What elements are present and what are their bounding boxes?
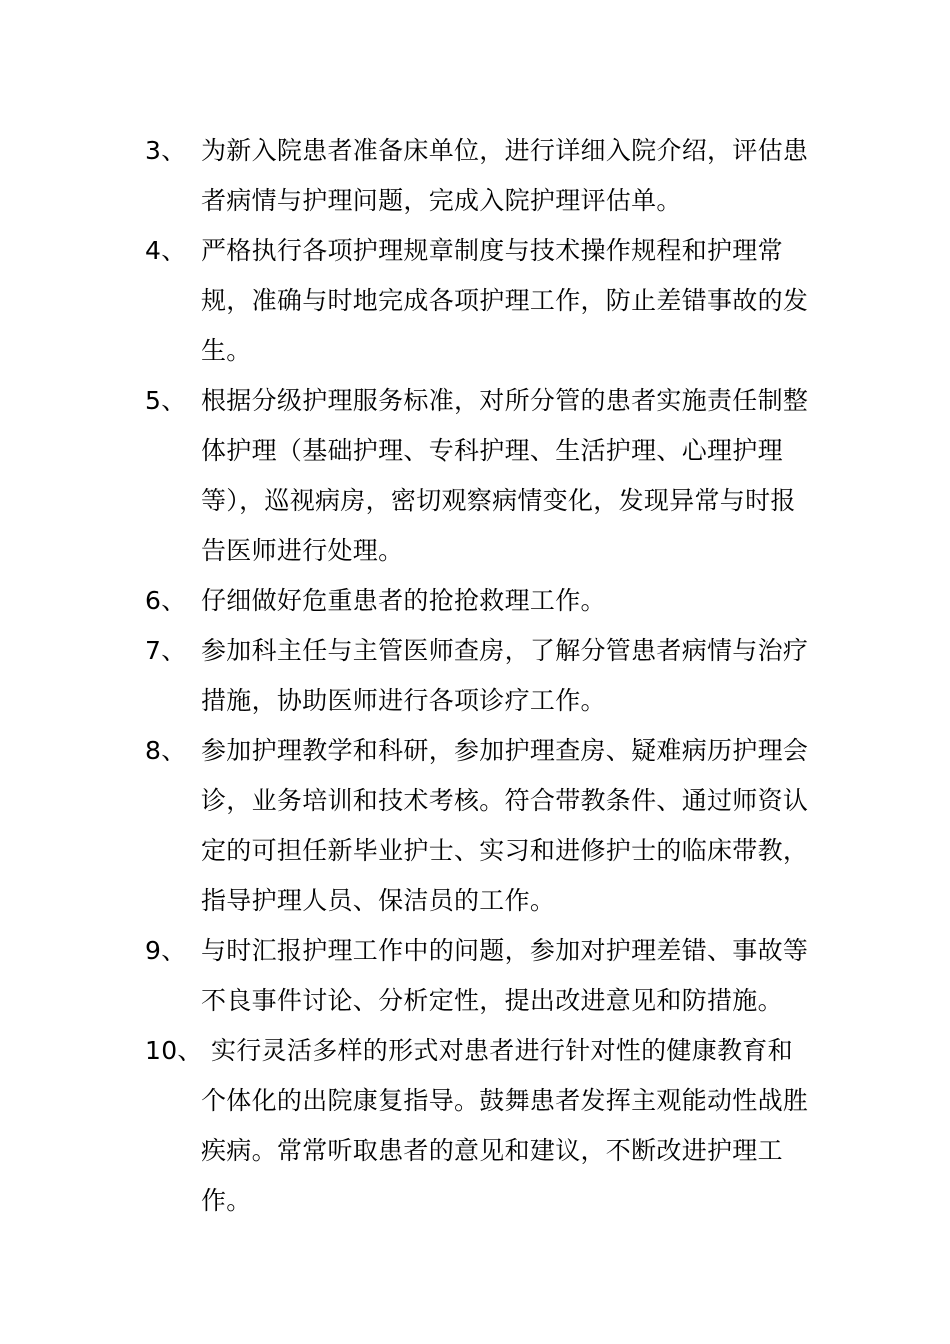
item-number: 8、 <box>145 736 187 765</box>
list-item <box>145 926 810 1026</box>
item-text: 仔细做好危重患者的抢抢救理工作。 <box>201 586 606 615</box>
list-item <box>145 726 810 926</box>
item-number: 5、 <box>145 386 187 415</box>
list-item <box>145 1026 810 1226</box>
item-number: 9、 <box>145 936 187 965</box>
item-number: 3、 <box>145 136 187 165</box>
list-item <box>145 576 810 626</box>
list-item <box>145 126 810 226</box>
list-item <box>145 226 810 376</box>
item-number: 4、 <box>145 236 187 265</box>
item-text: 为新入院患者准备床单位，进行详细入院介绍，评估患者病情与护理问题，完成入院护理评估单。 <box>201 136 809 215</box>
duty-list <box>145 126 810 1226</box>
item-text: 实行灵活多样的形式对患者进行针对性的健康教育和个体化的出院康复指导。鼓舞患者发挥主观能动性战胜疾病。常常听取患者的意见和建议，不断改进护理工作。 <box>201 1036 809 1215</box>
item-text: 严格执行各项护理规章制度与技术操作规程和护理常规，准确与时地完成各项护理工作，防止差错事故的发生。 <box>201 236 809 365</box>
list-item <box>145 376 810 576</box>
item-text: 参加科主任与主管医师查房，了解分管患者病情与治疗措施，协助医师进行各项诊疗工作。 <box>201 636 809 715</box>
item-text: 参加护理教学和科研，参加护理查房、疑难病历护理会诊，业务培训和技术考核。符合带教条件、通过师资认定的可担任新毕业护士、实习和进修护士的临床带教，指导护理人员、保洁员的工作。 <box>201 736 809 915</box>
item-number: 10、 <box>145 1036 203 1065</box>
item-number: 7、 <box>145 636 187 665</box>
item-text: 与时汇报护理工作中的问题，参加对护理差错、事故等不良事件讨论、分析定性，提出改进意见和防措施。 <box>201 936 809 1015</box>
item-text: 根据分级护理服务标准，对所分管的患者实施责任制整体护理（基础护理、专科护理、生活护理、心理护理等），巡视病房，密切观察病情变化，发现异常与时报告医师进行处理。 <box>201 386 809 565</box>
item-number: 6、 <box>145 586 187 615</box>
list-item <box>145 626 810 726</box>
